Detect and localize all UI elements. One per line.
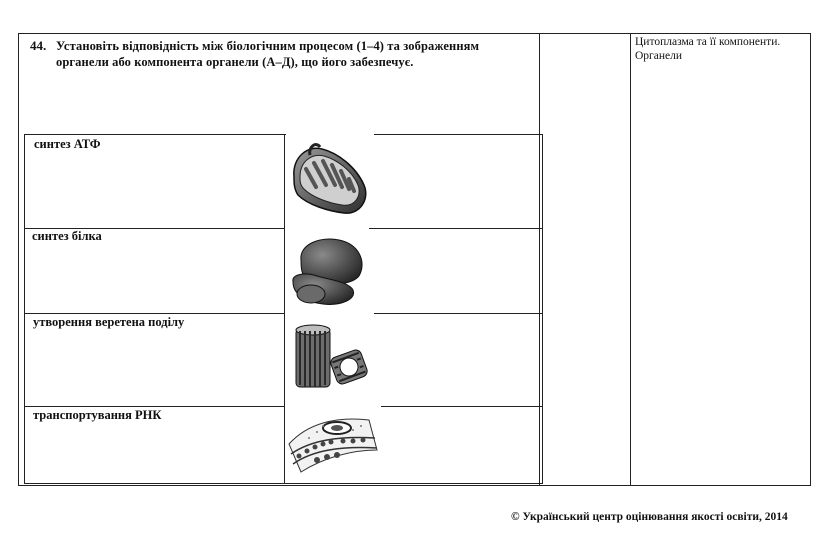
question-number: 44. bbox=[30, 38, 47, 53]
question-text-line1: Установіть відповідність між біологічним процесом (1–4) та зображенням bbox=[56, 39, 480, 53]
mitochondrion-icon bbox=[286, 137, 372, 221]
nuclear-pore-icon bbox=[287, 410, 379, 482]
topic-line2: Органели bbox=[635, 50, 683, 62]
row-divider bbox=[24, 406, 284, 407]
column-divider bbox=[630, 33, 631, 486]
question-text-line2: органели або компонента органели (А–Д), що його забезпечує. bbox=[56, 55, 414, 69]
row-divider bbox=[369, 228, 543, 229]
process-label: синтез АТФ bbox=[34, 137, 101, 151]
ribosome-icon bbox=[287, 230, 369, 310]
table-column-divider bbox=[284, 134, 285, 484]
process-label: синтез білка bbox=[32, 229, 102, 243]
topic-line1: Цитоплазма та її компоненти. bbox=[635, 36, 781, 48]
copyright-footer: © Український центр оцінювання якості освіти, 2014 bbox=[511, 511, 788, 523]
row-divider bbox=[381, 406, 543, 407]
process-label: утворення веретена поділу bbox=[33, 315, 185, 329]
row-divider bbox=[374, 313, 543, 314]
process-label: транспортування РНК bbox=[33, 408, 162, 422]
top-rule bbox=[540, 33, 630, 34]
row-divider bbox=[24, 313, 284, 314]
centriole-icon bbox=[291, 323, 371, 393]
